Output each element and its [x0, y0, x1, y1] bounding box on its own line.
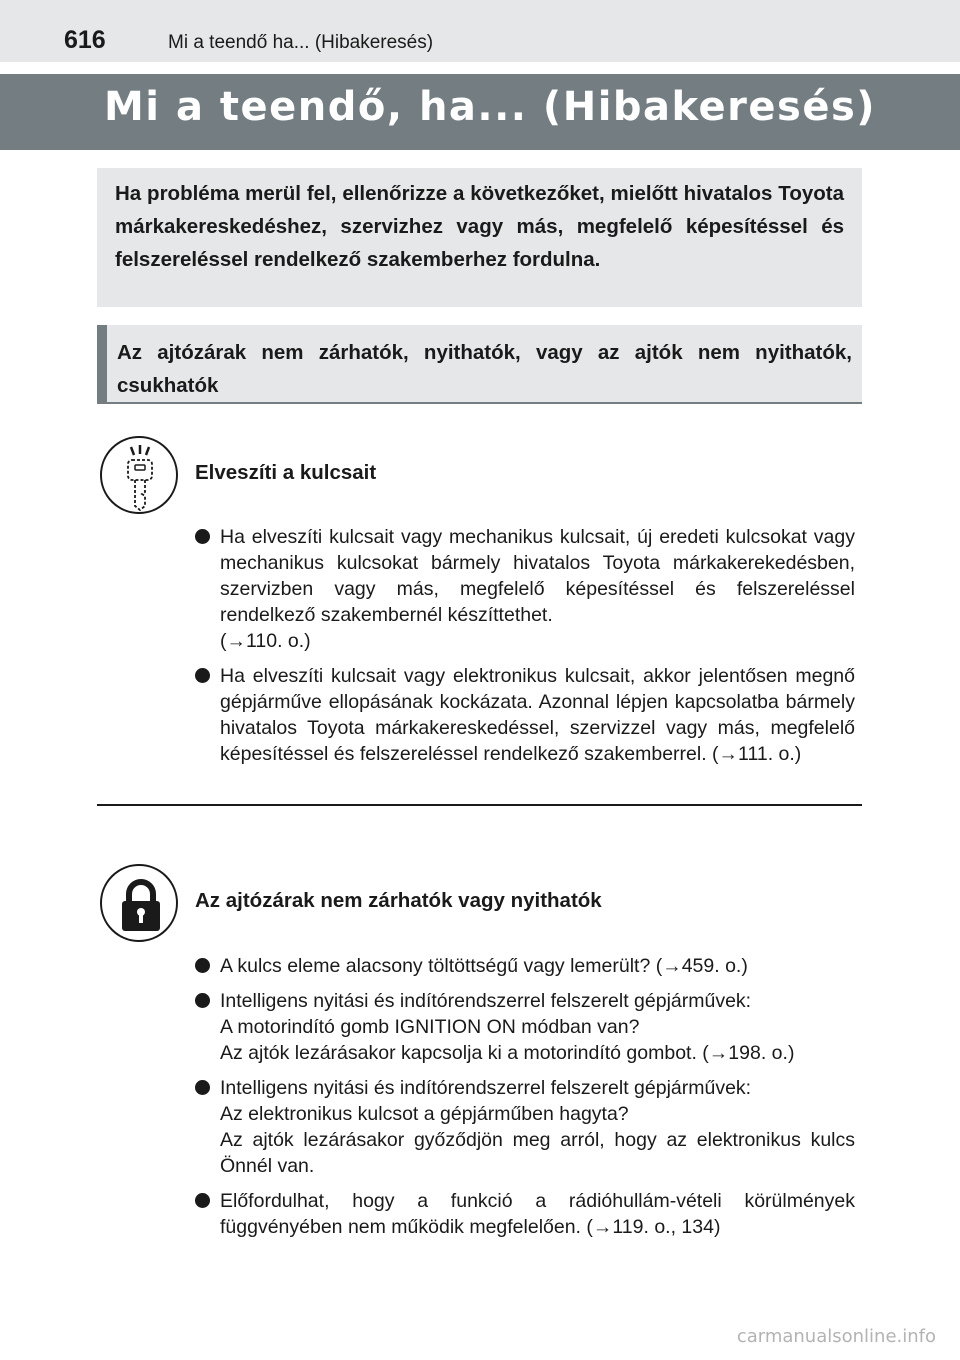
list-item [195, 524, 855, 654]
bullet-text: Intelligens nyitási és indítórendszerrel felszerelt gépjárművek: A motorindító gomb IGNITION ON módban van? Az ajtók lezárásakor kapcsolja ki a motorindító gombot. (→198. o.) [220, 990, 795, 1064]
list-item [195, 1075, 855, 1179]
page-number: 616 [64, 26, 106, 54]
section-heading [97, 325, 862, 404]
lost-key-icon-graphic [102, 438, 180, 516]
bullet-text: Előfordulhat, hogy a funkció a rádióhullám-vételi körülmények függvényében nem működik megfelelően. (→119. o., 134) [220, 1190, 855, 1238]
locks-heading: Az ajtózárak nem zárhatók vagy nyithatók [195, 889, 602, 912]
list-item [195, 663, 855, 767]
bullet-icon [195, 1193, 210, 1208]
list-item [195, 988, 855, 1066]
bullet-text: A kulcs eleme alacsony töltöttségű vagy lemerült? (→459. o.) [220, 955, 748, 977]
section-heading-text: Az ajtózárak nem zárhatók, nyithatók, vagy az ajtók nem nyithatók, csukhatók [117, 341, 852, 397]
bullet-icon [195, 993, 210, 1008]
padlock-icon-graphic [102, 866, 180, 944]
lost-key-icon [100, 436, 178, 514]
lost-keys-list [195, 524, 855, 776]
locks-list [195, 953, 855, 1249]
list-item [195, 953, 855, 979]
lost-keys-heading: Elveszíti a kulcsait [195, 461, 377, 484]
running-title: Mi a teendő ha... (Hibakeresés) [168, 32, 434, 53]
bullet-icon [195, 1080, 210, 1095]
page-title: Mi a teendő, ha... (Hibakeresés) [104, 84, 877, 130]
bullet-icon [195, 958, 210, 973]
bullet-text: Ha elveszíti kulcsait vagy elektronikus kulcsait, akkor jelentősen megnő gépjárműve ellopásának kockázata. Azonnal lépjen kapcsolatba bármely hivatalos Toyota márkakereskedéssel, szervizzel vagy más, megfelelő képesítéssel és felszereléssel rendelkező szakemberrel. (→111. o.) [220, 665, 855, 765]
bullet-text: Ha elveszíti kulcsait vagy mechanikus kulcsait, új eredeti kulcsokat vagy mechanikus kulcsokat bármely hivatalos Toyota márkakerekedésben, szervizben vagy más, megfelelő képesítéssel és felszereléssel rendelkező szakembernél készíttethet. (→110. o.) [220, 526, 855, 652]
watermark: carmanualsonline.info [736, 1326, 936, 1347]
intro-text: Ha probléma merül fel, ellenőrizze a következőket, mielőtt hivatalos Toyota márkakereskedéshez, szervizhez vagy más, megfelelő képesítéssel és felszereléssel rendelkező szakemberhez fordulna. [115, 182, 844, 271]
header-bar [0, 0, 960, 62]
bullet-icon [195, 668, 210, 683]
bullet-icon [195, 529, 210, 544]
padlock-icon [100, 864, 178, 942]
bullet-text: Intelligens nyitási és indítórendszerrel felszerelt gépjárművek: Az elektronikus kulcsot a gépjárműben hagyta? Az ajtók lezárásakor győződjön meg arról, hogy az elektronikus kulcs Önnél van. [220, 1077, 855, 1177]
list-item [195, 1188, 855, 1240]
section-divider [97, 804, 862, 806]
intro-box [97, 168, 862, 307]
